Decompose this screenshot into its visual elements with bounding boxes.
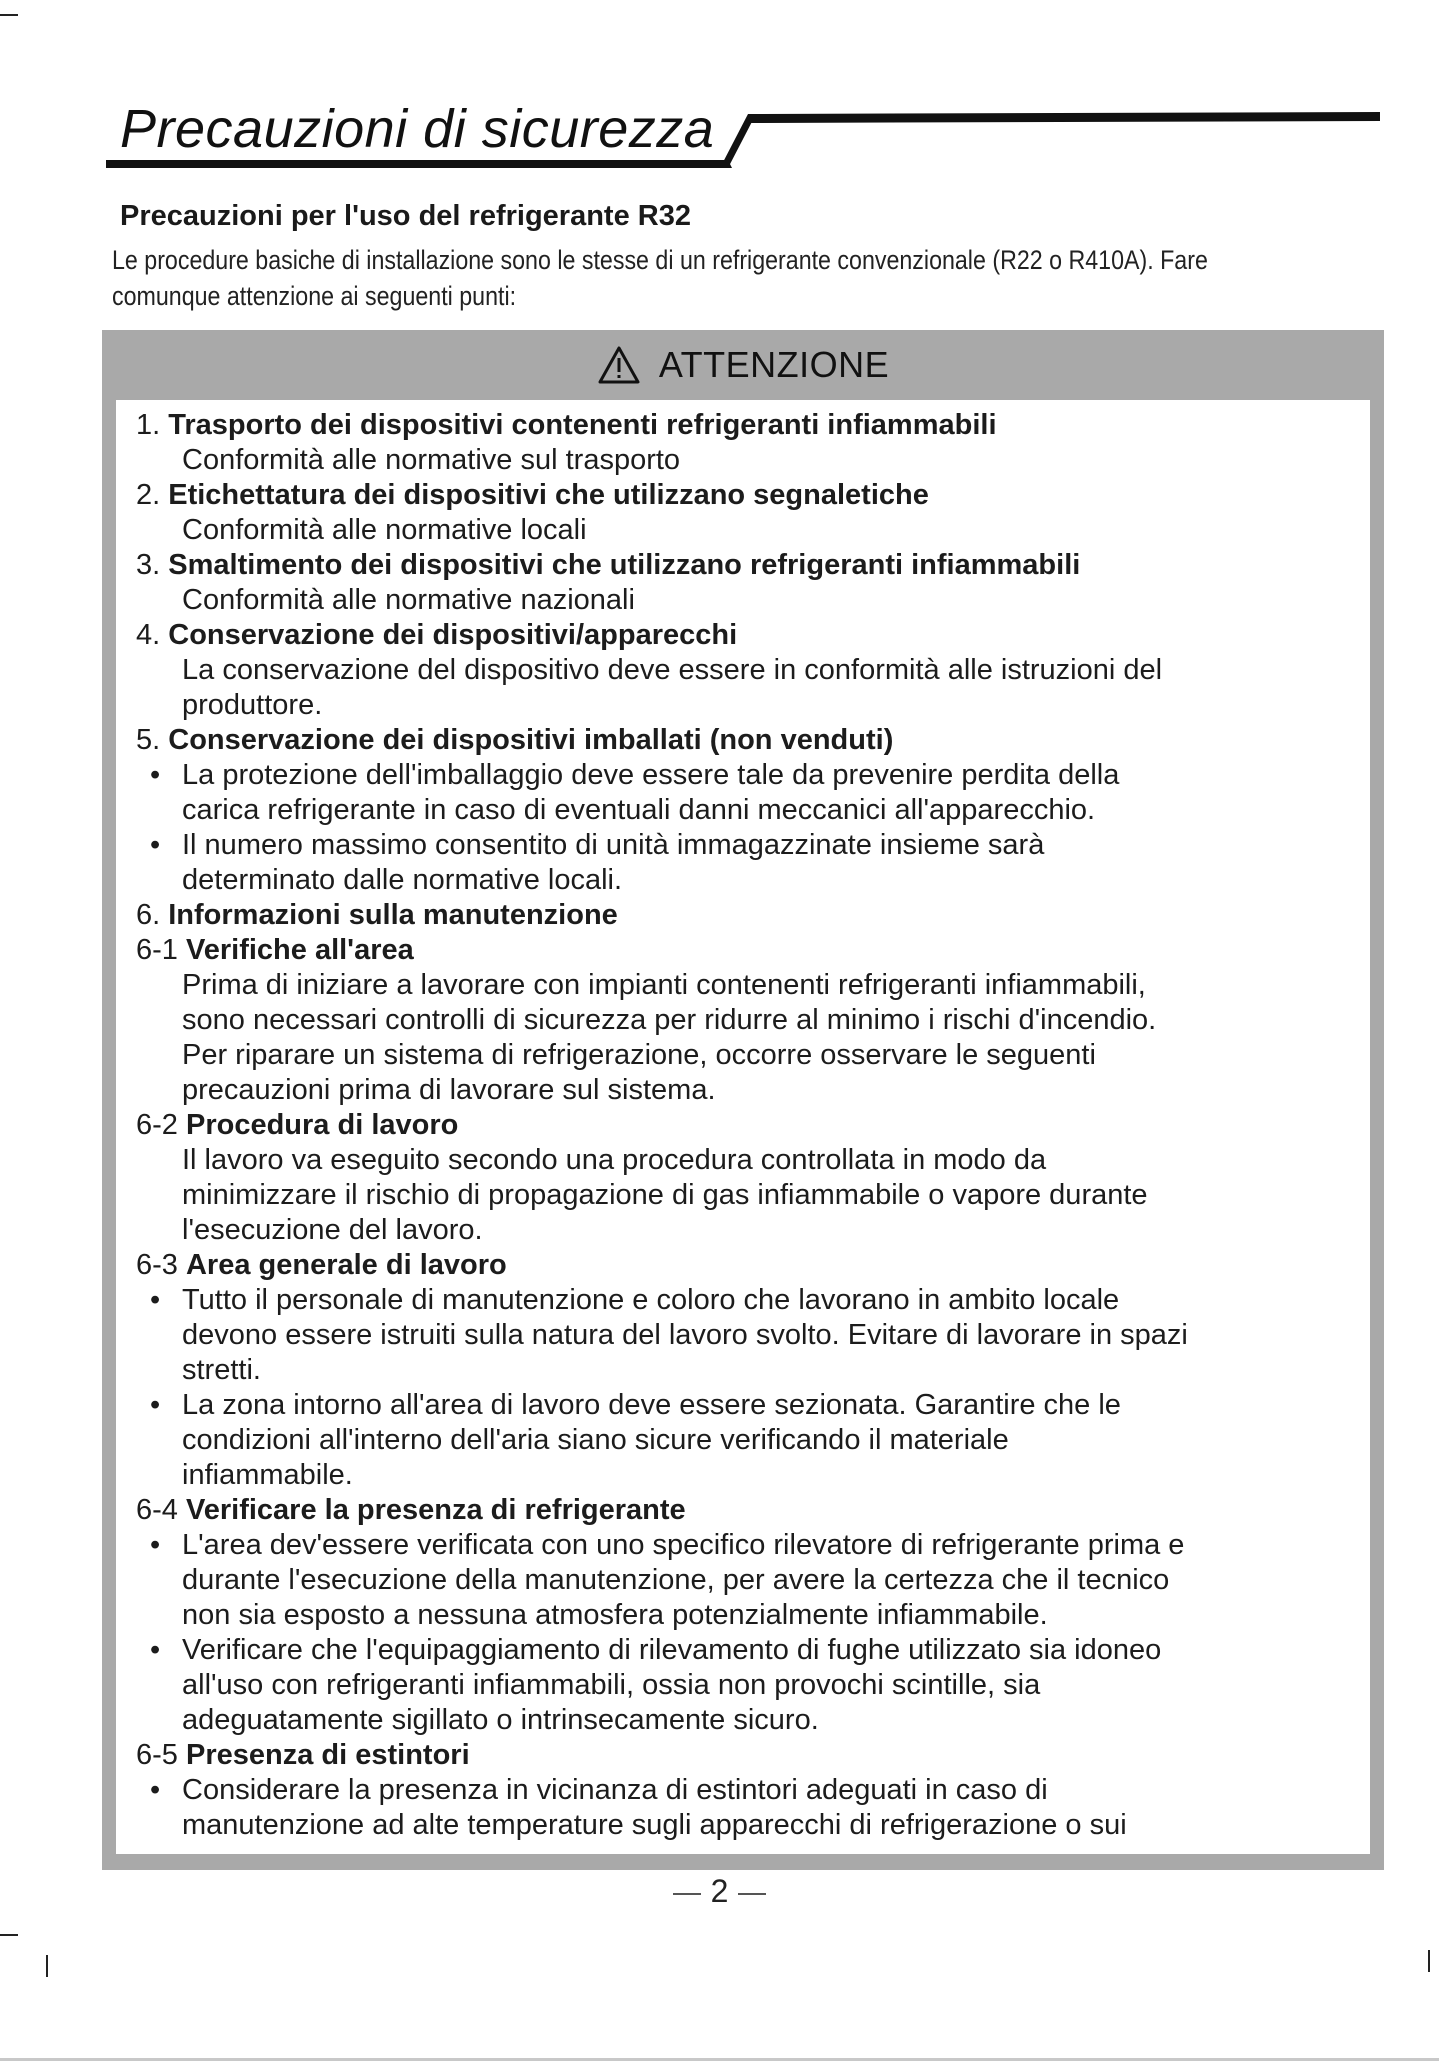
warning-box [102,330,1384,1870]
warning-box-body [116,400,1370,1854]
body-line: Per riparare un sistema di refrigerazione, occorre osservare le seguenti [182,1039,1096,1071]
item-heading-text: Presenza di estintori [185,1739,470,1771]
body-line: devono essere istruiti sulla natura del lavoro svolto. Evitare di lavorare in spazi [182,1319,1188,1351]
item-heading-text: Etichettatura dei dispositivi che utilizzano segnaletiche [168,479,929,511]
bottom-edge-line [0,2058,1439,2061]
page-number-value: 2 [710,1873,729,1909]
body-line: produttore. [182,689,323,721]
bullet-text: La zona intorno all'area di lavoro deve essere sezionata. Garantire che le [182,1389,1121,1421]
bullet-dot-icon: • [150,1634,161,1666]
warning-triangle-icon [597,345,641,385]
bullet-item [136,1773,1358,1808]
bullet-dot-icon: • [150,759,161,791]
item-heading [136,933,1358,968]
warning-heading: ATTENZIONE [658,344,890,385]
item-number: 6. [136,899,161,931]
body-line: stretti. [182,1354,261,1386]
body-line: Conformità alle normative locali [182,514,587,546]
crop-mark-bottom-right-v [1428,1950,1430,1972]
body-line: non sia esposto a nessuna atmosfera potenzialmente infiammabile. [182,1599,1048,1631]
item-heading-text: Conservazione dei dispositivi imballati (non venduti) [168,724,894,756]
body-line: sono necessari controlli di sicurezza per ridurre al minimo i rischi d'incendio. [182,1004,1157,1036]
item-heading-text: Area generale di lavoro [185,1249,507,1281]
intro-line: comunque attenzione ai seguenti punti: [112,281,517,311]
bullet-item [136,1283,1358,1318]
item-heading [136,1108,1358,1143]
warning-content [136,408,1358,1843]
body-line: Prima di iniziare a lavorare con impianti contenenti refrigeranti infiammabili, [182,969,1146,1001]
item-heading-text: Verifiche all'area [185,934,414,966]
item-heading-text: Verificare la presenza di refrigerante [185,1494,686,1526]
item-number: 2. [136,479,161,511]
bullet-item [136,1528,1358,1563]
page-number-dash-left [673,1893,701,1895]
bullet-text: Il numero massimo consentito di unità immagazzinate insieme sarà [182,829,1045,861]
bullet-text: Verificare che l'equipaggiamento di rilevamento di fughe utilizzato sia idoneo [182,1634,1162,1666]
body-line: manutenzione ad alte temperature sugli apparecchi di refrigerazione o sui [182,1809,1127,1841]
item-heading-text: Smaltimento dei dispositivi che utilizzano refrigeranti infiammabili [168,549,1081,581]
bullet-text: L'area dev'essere verificata con uno specifico rilevatore di refrigerante prima e [182,1529,1185,1561]
intro-line: Le procedure basiche di installazione sono le stesse di un refrigerante convenzionale (R22 o R410A). Fare [112,245,1208,275]
item-number: 5. [136,724,161,756]
bullet-item [136,758,1358,793]
bullet-dot-icon: • [150,1529,161,1561]
item-heading [136,408,1358,443]
item-number: 6-2 [136,1109,178,1141]
bullet-item [136,1388,1358,1423]
body-line: precauzioni prima di lavorare sul sistema. [182,1074,716,1106]
item-heading [136,723,1358,758]
bullet-text: Considerare la presenza in vicinanza di estintori adeguati in caso di [182,1774,1048,1806]
crop-mark-bottom-left-h [0,1934,18,1936]
item-number: 6-3 [136,1249,178,1281]
item-heading-text: Informazioni sulla manutenzione [168,899,618,931]
page-number [0,1873,1439,1910]
bullet-dot-icon: • [150,1389,161,1421]
body-line: condizioni all'interno dell'aria siano sicure verificando il materiale [182,1424,1009,1456]
bullet-text: La protezione dell'imballaggio deve essere tale da prevenire perdita della [182,759,1120,791]
item-heading [136,1738,1358,1773]
body-line: durante l'esecuzione della manutenzione, per avere la certezza che il tecnico [182,1564,1170,1596]
bullet-dot-icon: • [150,1774,161,1806]
body-line: carica refrigerante in caso di eventuali danni meccanici all'apparecchio. [182,794,1096,826]
item-heading [136,478,1358,513]
item-number: 6-4 [136,1494,178,1526]
page-number-dash-right [738,1893,766,1895]
item-number: 1. [136,409,161,441]
item-heading-text: Procedura di lavoro [185,1109,459,1141]
item-heading-text: Conservazione dei dispositivi/apparecchi [168,619,738,651]
page-title: Precauzioni di sicurezza [120,99,715,159]
body-line: infiammabile. [182,1459,353,1491]
body-line: all'uso con refrigeranti infiammabili, ossia non provochi scintille, sia [182,1669,1041,1701]
item-number: 3. [136,549,161,581]
body-line: La conservazione del dispositivo deve essere in conformità alle istruzioni del [182,654,1163,686]
item-heading [136,1248,1358,1283]
crop-mark-bottom-left-v [46,1955,48,1977]
item-heading [136,618,1358,653]
item-number: 6-1 [136,934,178,966]
intro-paragraph [112,242,1350,314]
section-subtitle: Precauzioni per l'uso del refrigerante R32 [120,200,691,232]
body-line: Il lavoro va eseguito secondo una procedura controllata in modo da [182,1144,1047,1176]
item-number: 4. [136,619,161,651]
body-line: Conformità alle normative nazionali [182,584,635,616]
body-line: l'esecuzione del lavoro. [182,1214,483,1246]
body-line: minimizzare il rischio di propagazione di gas infiammabile o vapore durante [182,1179,1148,1211]
item-heading [136,1493,1358,1528]
bullet-dot-icon: • [150,1284,161,1316]
bullet-text: Tutto il personale di manutenzione e coloro che lavorano in ambito locale [182,1284,1120,1316]
item-number: 6-5 [136,1739,178,1771]
body-line: Conformità alle normative sul trasporto [182,444,681,476]
item-heading [136,898,1358,933]
item-heading-text: Trasporto dei dispositivi contenenti refrigeranti infiammabili [168,409,997,441]
item-heading [136,548,1358,583]
bullet-item [136,1633,1358,1668]
body-line: determinato dalle normative locali. [182,864,623,896]
body-line: adeguatamente sigillato o intrinsecamente sicuro. [182,1704,819,1736]
warning-box-header [102,330,1384,400]
bullet-item [136,828,1358,863]
bullet-dot-icon: • [150,829,161,861]
